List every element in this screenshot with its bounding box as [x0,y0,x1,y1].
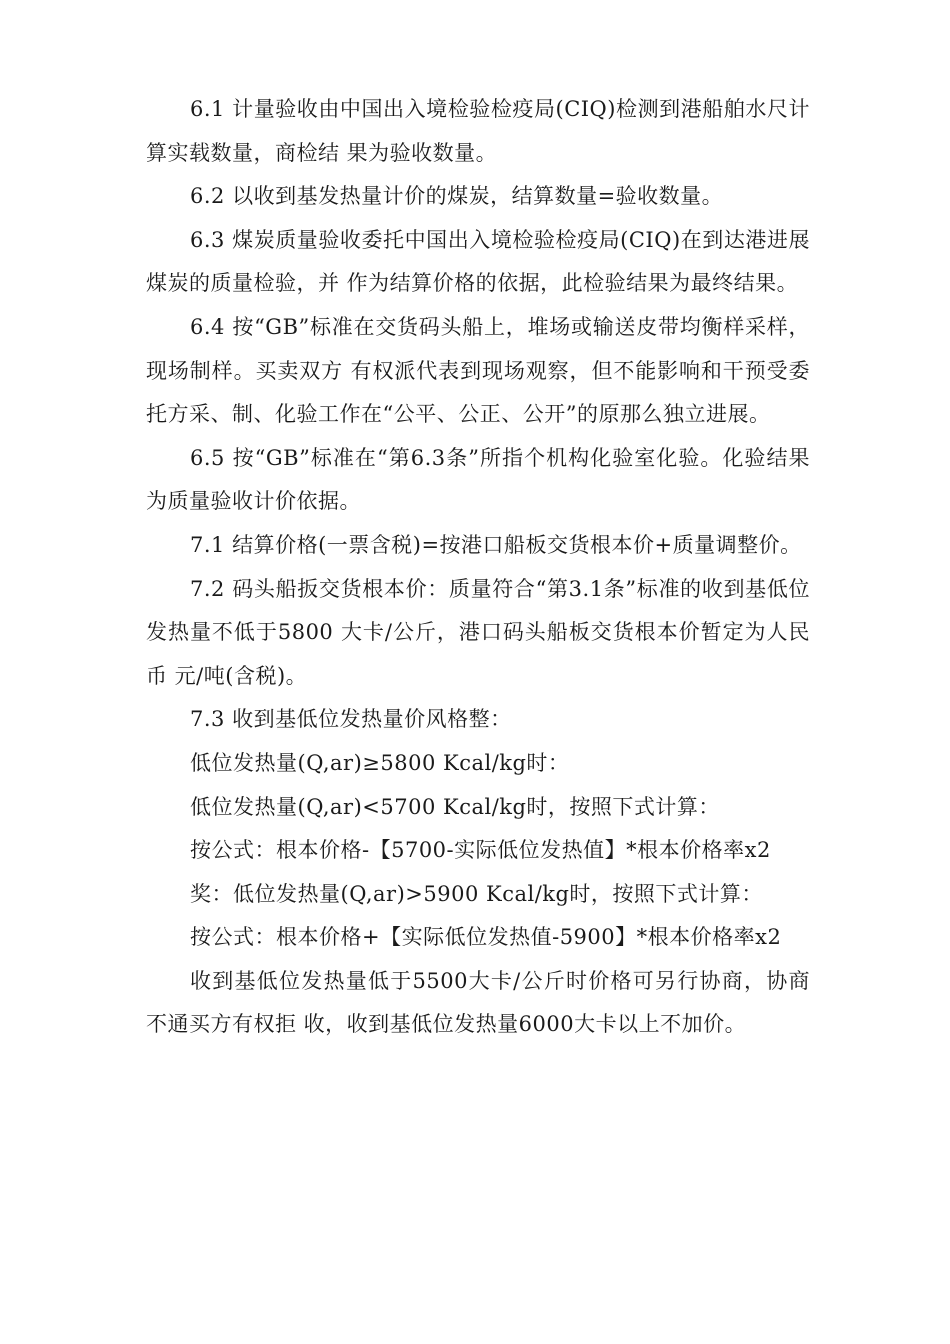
closing-paragraph: 收到基低位发热量低于5500大卡/公斤时价格可另行协商，协商不通买方有权拒 收，收到基低位发热量6000大卡以上不加价。 [146,968,810,1037]
formula-line-4: 奖：低位发热量(Q,ar)>5900 Kcal/kg时，按照下式计算： [190,881,763,906]
clause-7-1: 7.1 结算价格(一票含税)=按港口船板交货根本价+质量调整价。 [190,532,802,557]
clause-6-2: 6.2 以收到基发热量计价的煤炭，结算数量=验收数量。 [190,184,724,209]
clause-6-3: 6.3 煤炭质量验收委托中国出入境检验检疫局(CIQ)在到达港进展煤炭的质量检验，并 作为结算价格的依据，此检验结果为最终结果。 [146,227,810,296]
document-body [146,88,810,1047]
clause-7-2: 7.2 码头船扳交货根本价：质量符合“第3.1条”标准的收到基低位发热量不低于5800 大卡/公斤，港口码头船板交货根本价暂定为人民币 元/吨(含税)。 [146,576,810,688]
clause-6-5: 6.5 按“GB”标准在“第6.3条”所指个机构化验室化验。化验结果为质量验收计价依据。 [146,445,810,514]
clause-7-3: 7.3 收到基低位发热量价风格整： [190,707,512,732]
formula-line-5: 按公式：根本价格+【实际低位发热值-5900】*根本价格率x2 [190,925,782,950]
clause-6-4: 6.4 按“GB”标准在交货码头船上，堆场或输送皮带均衡样采样，现场制样。买卖双方 有权派代表到现场观察，但不能影响和干预受委托方采、制、化验工作在“公平、公正、公开”的原那么独立进展。 [146,314,810,427]
formula-line-1: 低位发热量(Q,ar)≥5800 Kcal/kg时： [190,750,570,775]
formula-line-2: 低位发热量(Q,ar)<5700 Kcal/kg时，按照下式计算： [190,794,720,819]
clause-6-1: 6.1 计量验收由中国出入境检验检疫局(CIQ)检测到港船舶水尺计算实载数量，商检结 果为验收数量。 [146,97,810,165]
formula-line-3: 按公式：根本价格-【5700-实际低位发热值】*根本价格率x2 [190,838,771,863]
